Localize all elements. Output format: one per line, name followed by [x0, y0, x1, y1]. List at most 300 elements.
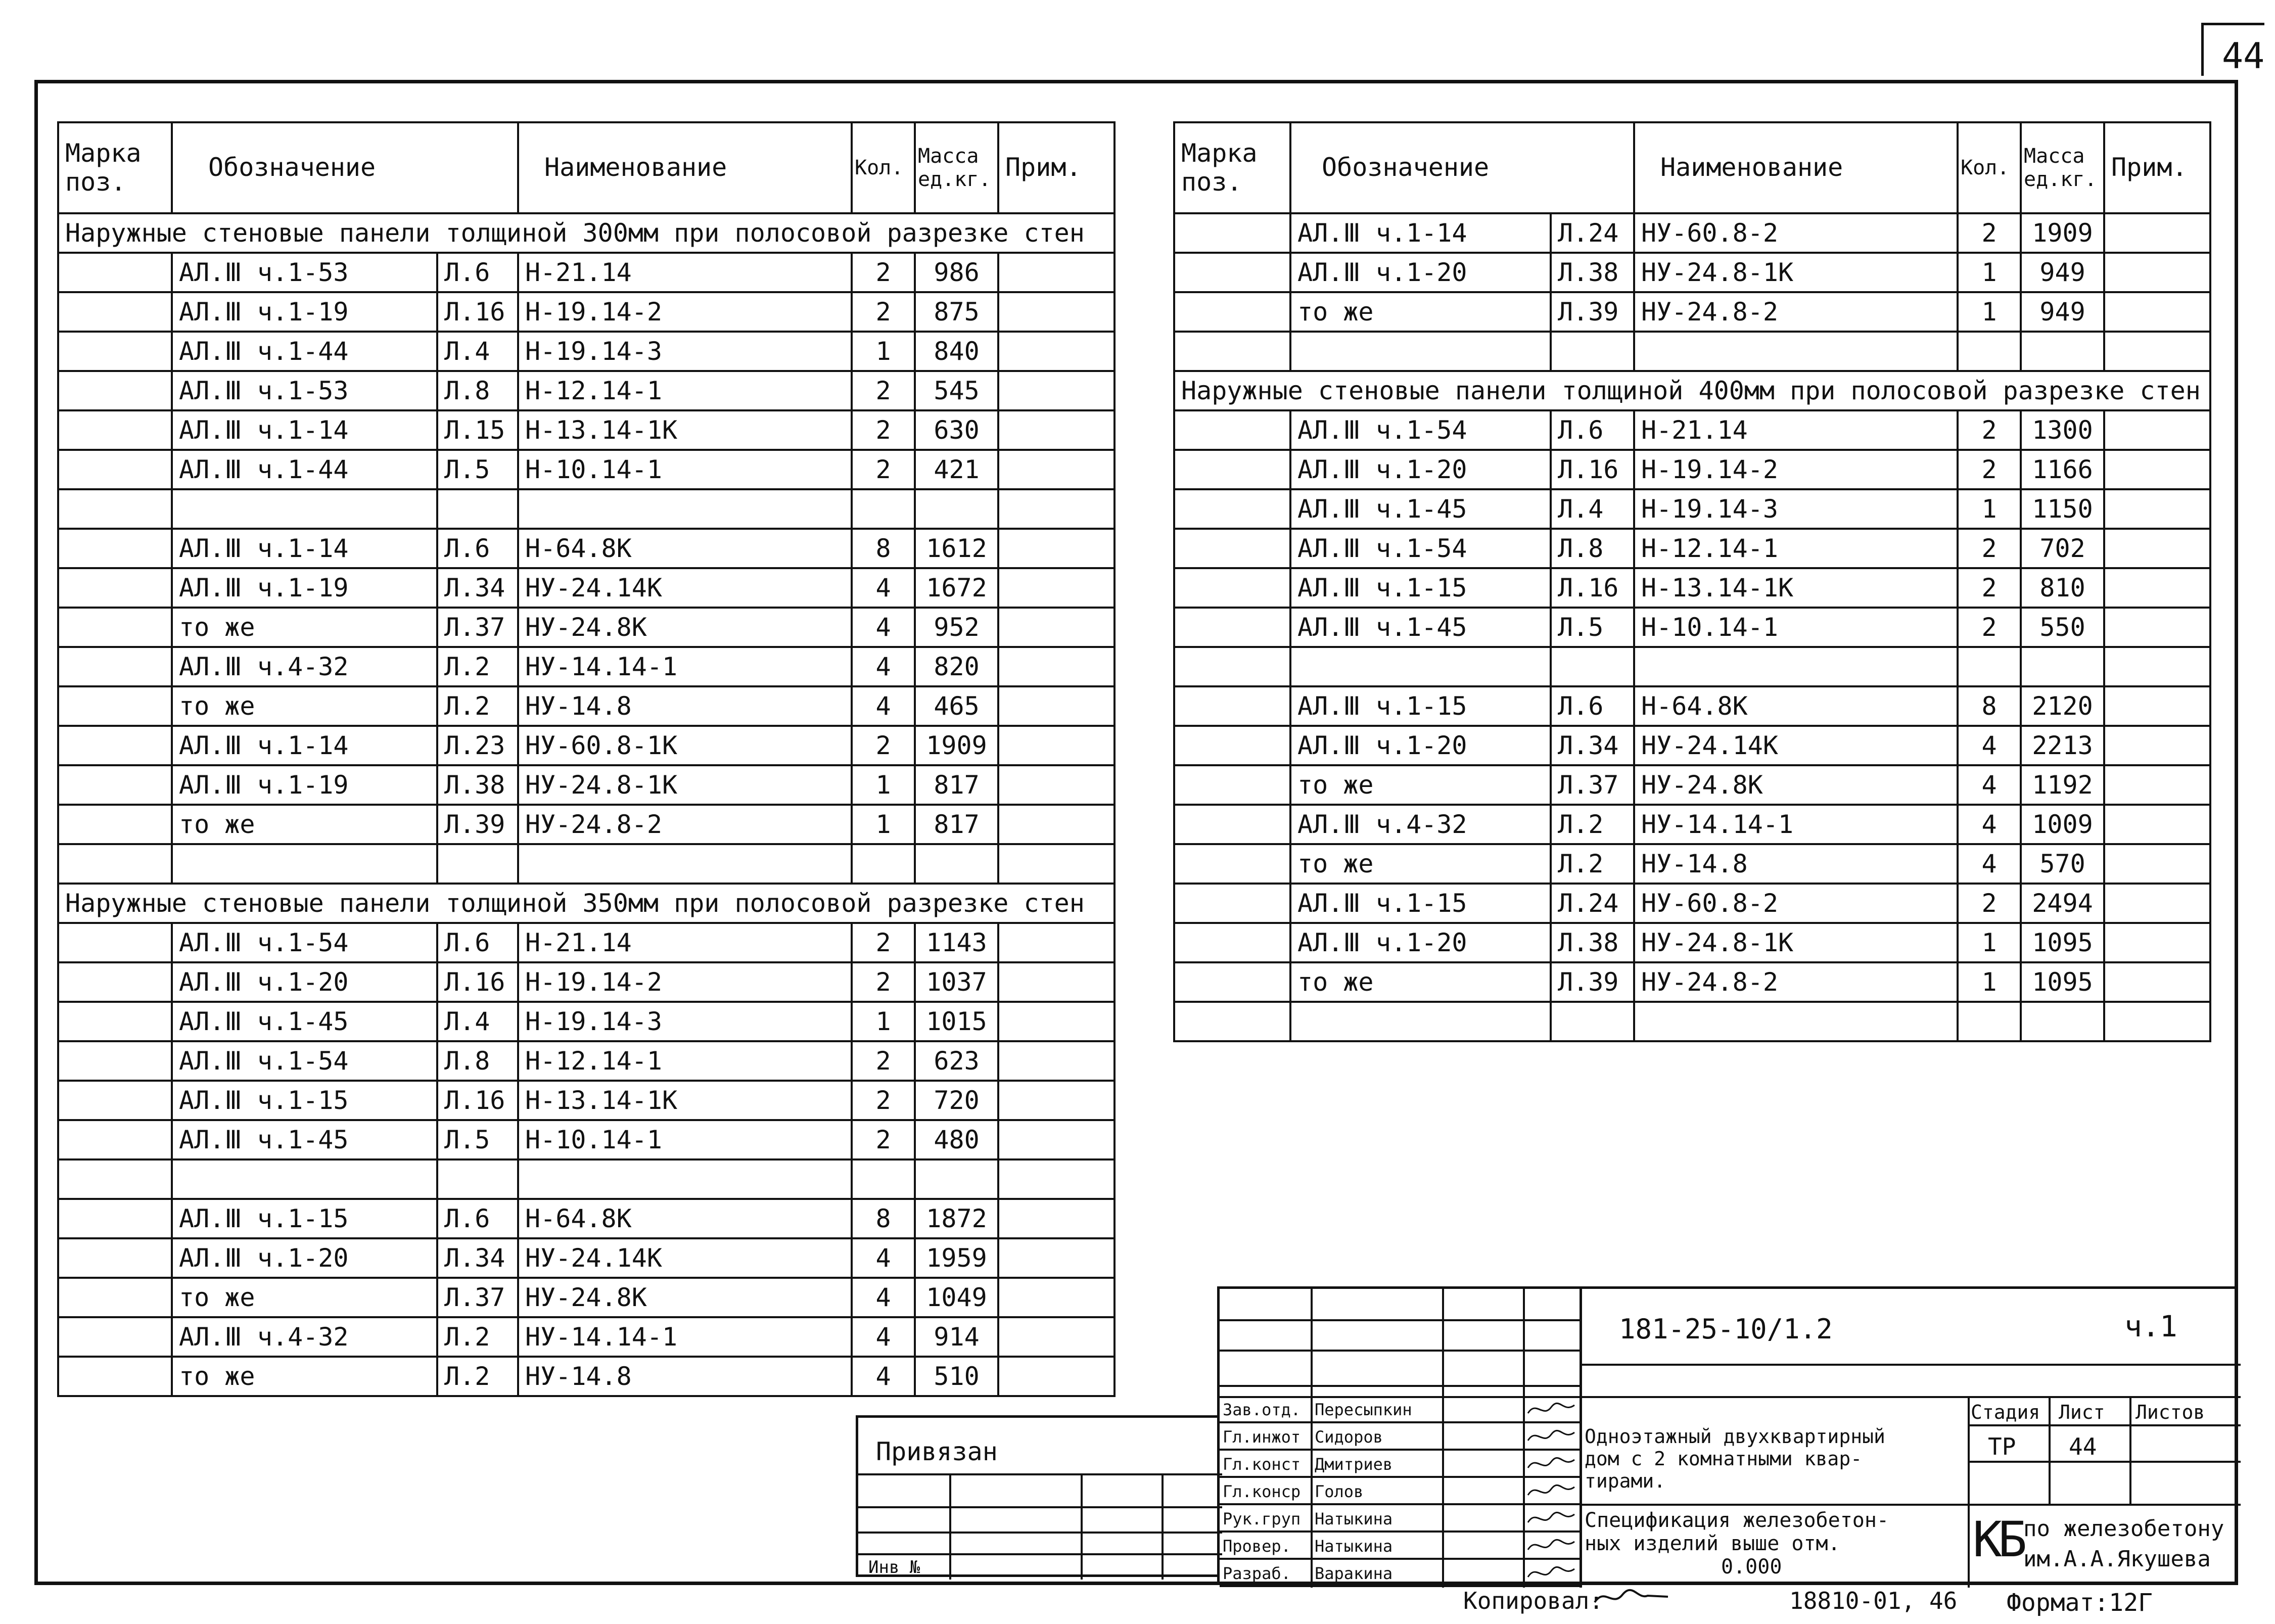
- oboznachenie-cell: АЛ.Ⅲ ч.1-45: [172, 1120, 437, 1159]
- naimenovanie-cell: Н-10.14-1: [518, 1120, 852, 1159]
- kol-cell: 2: [852, 923, 915, 962]
- marka-cell: [1174, 923, 1290, 962]
- org-logo: КБ: [1973, 1511, 2023, 1568]
- marka-cell: [1174, 805, 1290, 844]
- table-row: [58, 568, 1115, 608]
- oboznachenie-cell: [172, 489, 437, 529]
- naimenovanie-cell: НУ-60.8-1К: [518, 726, 852, 765]
- prim-cell: [998, 1199, 1115, 1238]
- table-row: [58, 1317, 1115, 1357]
- marka-cell: [1174, 213, 1290, 253]
- prim-cell: [998, 1159, 1115, 1199]
- massa-cell: 1192: [2021, 765, 2104, 805]
- massa-cell: 949: [2021, 292, 2104, 332]
- kol-cell: [1958, 647, 2021, 686]
- stamp-person: Натыкина: [1315, 1509, 1393, 1528]
- oboznachenie-cell: то же: [172, 1357, 437, 1396]
- signature-icon: [1526, 1562, 1576, 1584]
- massa-cell: 2213: [2021, 726, 2104, 765]
- oboznachenie-cell: АЛ.Ⅲ ч.1-53: [172, 371, 437, 410]
- list-cell: Л.8: [437, 1041, 518, 1081]
- table-row: [58, 608, 1115, 647]
- prim-cell: [998, 489, 1115, 529]
- massa-cell: 875: [915, 292, 998, 332]
- naimenovanie-cell: Н-12.14-1: [1634, 529, 1958, 568]
- prim-cell: [2104, 253, 2210, 292]
- list-cell: Л.34: [437, 1238, 518, 1278]
- prim-cell: [2104, 962, 2210, 1002]
- naimenovanie-cell: НУ-60.8-2: [1634, 884, 1958, 923]
- naimenovanie-cell: [1634, 332, 1958, 371]
- massa-cell: 702: [2021, 529, 2104, 568]
- list-cell: Л.2: [1551, 805, 1634, 844]
- prim-cell: [2104, 608, 2210, 647]
- kol-cell: 2: [852, 1041, 915, 1081]
- sheet-title-line-2: ных изделий выше отм.: [1585, 1532, 1840, 1555]
- project-title-line-2: дом с 2 комнатными квар-: [1585, 1448, 1863, 1470]
- naimenovanie-cell: Н-21.14: [1634, 410, 1958, 450]
- marka-cell: [1174, 962, 1290, 1002]
- table-row: [58, 332, 1115, 371]
- massa-cell: 1015: [915, 1002, 998, 1041]
- prim-cell: [2104, 213, 2210, 253]
- kol-cell: 4: [852, 608, 915, 647]
- marka-cell: [1174, 1002, 1290, 1041]
- naimenovanie-cell: Н-13.14-1К: [518, 410, 852, 450]
- sheet-title: [1585, 1509, 1889, 1579]
- massa-cell: 1095: [2021, 923, 2104, 962]
- oboznachenie-cell: АЛ.Ⅲ ч.1-20: [1290, 450, 1551, 489]
- list-cell: Л.39: [1551, 962, 1634, 1002]
- stamp-person: Дмитриев: [1315, 1455, 1393, 1474]
- list-cell: Л.24: [1551, 884, 1634, 923]
- list-cell: Л.2: [437, 647, 518, 686]
- stamp-role: Разраб.: [1223, 1564, 1291, 1583]
- kol-cell: 1: [1958, 292, 2021, 332]
- project-title: [1585, 1425, 1885, 1492]
- marka-cell: [58, 805, 172, 844]
- kol-cell: 2: [852, 1120, 915, 1159]
- doc-code: 181-25-10/1.2: [1619, 1313, 1833, 1345]
- kol-cell: 4: [852, 1278, 915, 1317]
- naimenovanie-cell: НУ-24.14К: [518, 1238, 852, 1278]
- naimenovanie-cell: Н-19.14-2: [518, 962, 852, 1002]
- marka-cell: [58, 1199, 172, 1238]
- table-row: [58, 805, 1115, 844]
- massa-cell: 952: [915, 608, 998, 647]
- naimenovanie-cell: НУ-14.14-1: [518, 1317, 852, 1357]
- massa-cell: 1049: [915, 1278, 998, 1317]
- massa-cell: 914: [915, 1317, 998, 1357]
- oboznachenie-cell: то же: [172, 805, 437, 844]
- oboznachenie-cell: АЛ.Ⅲ ч.1-53: [172, 253, 437, 292]
- header-naimenovanie: Наименование: [1634, 122, 1958, 213]
- page-number: 44: [2222, 35, 2265, 77]
- right-header-row: [1174, 122, 2210, 213]
- marka-cell: [58, 450, 172, 489]
- prim-cell: [998, 253, 1115, 292]
- title-block: [1217, 1286, 2238, 1585]
- naimenovanie-cell: НУ-24.8К: [518, 608, 852, 647]
- marka-cell: [58, 1357, 172, 1396]
- table-row: [58, 1081, 1115, 1120]
- prim-cell: [998, 371, 1115, 410]
- org-name-line-1: по железобетону: [2023, 1516, 2224, 1542]
- marka-cell: [58, 1278, 172, 1317]
- massa-cell: 1143: [915, 923, 998, 962]
- marka-cell: [1174, 608, 1290, 647]
- kol-cell: 4: [852, 568, 915, 608]
- oboznachenie-cell: АЛ.Ⅲ ч.4-32: [172, 647, 437, 686]
- kol-cell: 2: [852, 292, 915, 332]
- oboznachenie-cell: то же: [172, 608, 437, 647]
- header-oboznachenie: Обозначение: [172, 122, 518, 213]
- sheet-title-line-1: Спецификация железобетон-: [1585, 1509, 1889, 1532]
- stamp-person: Варакина: [1315, 1564, 1393, 1583]
- naimenovanie-cell: Н-19.14-2: [1634, 450, 1958, 489]
- list-cell: Л.37: [1551, 765, 1634, 805]
- massa-cell: [915, 844, 998, 884]
- oboznachenie-cell: то же: [1290, 844, 1551, 884]
- doc-part: ч.1: [2124, 1309, 2177, 1343]
- list-cell: Л.4: [437, 1002, 518, 1041]
- prim-cell: [2104, 884, 2210, 923]
- oboznachenie-cell: АЛ.Ⅲ ч.1-15: [1290, 884, 1551, 923]
- sheet-title-line-3: 0.000: [1721, 1555, 1782, 1579]
- table-row: [58, 450, 1115, 489]
- kol-cell: [1958, 332, 2021, 371]
- table-row: [58, 726, 1115, 765]
- oboznachenie-cell: АЛ.Ⅲ ч.1-15: [172, 1081, 437, 1120]
- org-name-line-2: им.А.А.Якушева: [2023, 1546, 2211, 1572]
- left-header-row: [58, 122, 1115, 213]
- prim-cell: [998, 1041, 1115, 1081]
- left-spec-table: [57, 121, 1116, 1397]
- massa-cell: 545: [915, 371, 998, 410]
- prim-cell: [998, 1002, 1115, 1041]
- massa-cell: 2494: [2021, 884, 2104, 923]
- oboznachenie-cell: то же: [1290, 292, 1551, 332]
- oboznachenie-cell: АЛ.Ⅲ ч.1-44: [172, 450, 437, 489]
- marka-cell: [1174, 884, 1290, 923]
- table-row: [58, 1357, 1115, 1396]
- massa-cell: 550: [2021, 608, 2104, 647]
- section-title-row: [58, 213, 1115, 253]
- naimenovanie-cell: НУ-60.8-2: [1634, 213, 1958, 253]
- project-title-line-3: тирами.: [1585, 1470, 1666, 1492]
- naimenovanie-cell: НУ-14.14-1: [1634, 805, 1958, 844]
- listov-label: Листов: [2135, 1401, 2205, 1423]
- naimenovanie-cell: Н-21.14: [518, 923, 852, 962]
- footer-number: 18810-01, 46: [1789, 1587, 1958, 1614]
- header-kol: Кол.: [852, 122, 915, 213]
- table-row: [58, 292, 1115, 332]
- massa-cell: 480: [915, 1120, 998, 1159]
- list-cell: Л.16: [437, 292, 518, 332]
- massa-cell: 1612: [915, 529, 998, 568]
- stamp-role: Гл.конср: [1223, 1482, 1301, 1501]
- stamp-person: Натыкина: [1315, 1537, 1393, 1556]
- kol-cell: 4: [1958, 726, 2021, 765]
- table-row: [1174, 647, 2210, 686]
- prim-cell: [2104, 410, 2210, 450]
- header-massa: Масса ед.кг.: [915, 122, 998, 213]
- list-cell: Л.2: [437, 1317, 518, 1357]
- table-row: [1174, 1002, 2210, 1041]
- kol-cell: 4: [852, 1238, 915, 1278]
- naimenovanie-cell: НУ-24.8-1К: [1634, 923, 1958, 962]
- kol-cell: 2: [1958, 568, 2021, 608]
- marka-cell: [58, 1317, 172, 1357]
- massa-cell: 1037: [915, 962, 998, 1002]
- naimenovanie-cell: Н-19.14-3: [518, 1002, 852, 1041]
- list-cell: Л.34: [437, 568, 518, 608]
- kol-cell: 1: [1958, 962, 2021, 1002]
- oboznachenie-cell: АЛ.Ⅲ ч.1-20: [1290, 726, 1551, 765]
- marka-cell: [58, 292, 172, 332]
- list-cell: Л.16: [437, 962, 518, 1002]
- kol-cell: [1958, 1002, 2021, 1041]
- massa-cell: 1009: [2021, 805, 2104, 844]
- oboznachenie-cell: АЛ.Ⅲ ч.1-20: [172, 1238, 437, 1278]
- stamp-role: Провер.: [1223, 1537, 1291, 1556]
- marka-cell: [1174, 765, 1290, 805]
- list-cell: Л.6: [1551, 410, 1634, 450]
- massa-cell: 2120: [2021, 686, 2104, 726]
- prim-cell: [2104, 765, 2210, 805]
- list-cell: Л.5: [1551, 608, 1634, 647]
- table-row: [58, 1120, 1115, 1159]
- prim-cell: [998, 292, 1115, 332]
- naimenovanie-cell: НУ-24.8-2: [518, 805, 852, 844]
- prim-cell: [2104, 332, 2210, 371]
- list-cell: Л.5: [437, 1120, 518, 1159]
- oboznachenie-cell: АЛ.Ⅲ ч.1-44: [172, 332, 437, 371]
- kol-cell: 4: [1958, 765, 2021, 805]
- oboznachenie-cell: АЛ.Ⅲ ч.4-32: [1290, 805, 1551, 844]
- list-cell: Л.39: [1551, 292, 1634, 332]
- list-cell: Л.6: [437, 923, 518, 962]
- list-value: 44: [2069, 1433, 2097, 1460]
- list-cell: Л.24: [1551, 213, 1634, 253]
- prim-cell: [998, 1278, 1115, 1317]
- naimenovanie-cell: НУ-24.8К: [1634, 765, 1958, 805]
- list-cell: [437, 1159, 518, 1199]
- oboznachenie-cell: [172, 1159, 437, 1199]
- kol-cell: 1: [852, 805, 915, 844]
- table-row: [58, 1278, 1115, 1317]
- kol-cell: 1: [852, 765, 915, 805]
- kol-cell: 2: [1958, 529, 2021, 568]
- marka-cell: [1174, 568, 1290, 608]
- stamp-role: Гл.инжот: [1223, 1427, 1301, 1447]
- list-cell: Л.38: [1551, 923, 1634, 962]
- stadiya-value: ТР: [1988, 1433, 2016, 1460]
- massa-cell: 623: [915, 1041, 998, 1081]
- kopiroval-label: Копировал:: [1463, 1587, 1603, 1614]
- table-row: [1174, 844, 2210, 884]
- naimenovanie-cell: [1634, 647, 1958, 686]
- prim-cell: [998, 726, 1115, 765]
- prim-cell: [998, 686, 1115, 726]
- marka-cell: [1174, 647, 1290, 686]
- marka-cell: [58, 647, 172, 686]
- prim-cell: [2104, 292, 2210, 332]
- list-cell: Л.38: [437, 765, 518, 805]
- oboznachenie-cell: АЛ.Ⅲ ч.1-14: [172, 529, 437, 568]
- marka-cell: [58, 1002, 172, 1041]
- list-cell: [1551, 1002, 1634, 1041]
- list-cell: [1551, 647, 1634, 686]
- naimenovanie-cell: [518, 489, 852, 529]
- oboznachenie-cell: [1290, 332, 1551, 371]
- table-row: [1174, 962, 2210, 1002]
- naimenovanie-cell: [518, 844, 852, 884]
- table-row: [1174, 253, 2210, 292]
- naimenovanie-cell: Н-64.8К: [518, 529, 852, 568]
- oboznachenie-cell: то же: [1290, 962, 1551, 1002]
- project-title-line-1: Одноэтажный двухквартирный: [1585, 1425, 1885, 1448]
- header-naimenovanie: Наименование: [518, 122, 852, 213]
- naimenovanie-cell: Н-12.14-1: [518, 1041, 852, 1081]
- list-cell: Л.8: [437, 371, 518, 410]
- oboznachenie-cell: АЛ.Ⅲ ч.1-19: [172, 568, 437, 608]
- prim-cell: [998, 647, 1115, 686]
- table-row: [58, 410, 1115, 450]
- marka-cell: [58, 844, 172, 884]
- marka-cell: [58, 410, 172, 450]
- massa-cell: 1672: [915, 568, 998, 608]
- marka-cell: [58, 1041, 172, 1081]
- massa-cell: 1150: [2021, 489, 2104, 529]
- marka-cell: [1174, 410, 1290, 450]
- right-spec-table: [1173, 121, 2211, 1042]
- naimenovanie-cell: [1634, 1002, 1958, 1041]
- naimenovanie-cell: Н-19.14-3: [1634, 489, 1958, 529]
- prim-cell: [998, 568, 1115, 608]
- kol-cell: 1: [1958, 489, 2021, 529]
- massa-cell: [2021, 647, 2104, 686]
- list-cell: Л.37: [437, 608, 518, 647]
- kol-cell: 1: [852, 1002, 915, 1041]
- list-cell: [1551, 332, 1634, 371]
- oboznachenie-cell: [1290, 647, 1551, 686]
- marka-cell: [1174, 686, 1290, 726]
- oboznachenie-cell: [172, 844, 437, 884]
- massa-cell: 630: [915, 410, 998, 450]
- marka-cell: [1174, 253, 1290, 292]
- kol-cell: 1: [852, 332, 915, 371]
- table-row: [58, 1002, 1115, 1041]
- table-row: [1174, 410, 2210, 450]
- oboznachenie-cell: АЛ.Ⅲ ч.1-20: [172, 962, 437, 1002]
- list-cell: Л.4: [437, 332, 518, 371]
- privyazan-label: Привязан: [876, 1437, 998, 1466]
- kol-cell: 2: [852, 410, 915, 450]
- privyazan-block: [856, 1415, 1220, 1577]
- kol-cell: 2: [852, 253, 915, 292]
- list-cell: Л.8: [1551, 529, 1634, 568]
- table-row: [1174, 805, 2210, 844]
- table-row: [1174, 332, 2210, 371]
- oboznachenie-cell: АЛ.Ⅲ ч.1-19: [172, 292, 437, 332]
- naimenovanie-cell: НУ-24.8-1К: [1634, 253, 1958, 292]
- marka-cell: [1174, 529, 1290, 568]
- naimenovanie-cell: НУ-24.14К: [1634, 726, 1958, 765]
- signature-icon: [1526, 1453, 1576, 1475]
- marka-cell: [58, 332, 172, 371]
- list-cell: Л.6: [1551, 686, 1634, 726]
- naimenovanie-cell: Н-21.14: [518, 253, 852, 292]
- table-row: [58, 1238, 1115, 1278]
- list-cell: Л.6: [437, 529, 518, 568]
- table-row: [58, 253, 1115, 292]
- naimenovanie-cell: Н-12.14-1: [518, 371, 852, 410]
- table-row: [1174, 686, 2210, 726]
- kol-cell: 2: [852, 962, 915, 1002]
- table-row: [1174, 765, 2210, 805]
- kol-cell: 2: [852, 1081, 915, 1120]
- marka-cell: [58, 1159, 172, 1199]
- table-row: [1174, 923, 2210, 962]
- header-marka: Марка поз.: [1174, 122, 1290, 213]
- table-row: [1174, 489, 2210, 529]
- stamp-role: Зав.отд.: [1223, 1400, 1301, 1419]
- prim-cell: [998, 410, 1115, 450]
- list-cell: Л.6: [437, 253, 518, 292]
- massa-cell: 1909: [2021, 213, 2104, 253]
- kol-cell: 4: [852, 647, 915, 686]
- stamp-person: Голов: [1315, 1482, 1364, 1501]
- naimenovanie-cell: НУ-14.8: [518, 1357, 852, 1396]
- prim-cell: [998, 805, 1115, 844]
- section-title: Наружные стеновые панели толщиной 300мм при полосовой разрезке стен: [58, 213, 1115, 253]
- org-name: [2023, 1514, 2224, 1574]
- marka-cell: [58, 489, 172, 529]
- list-cell: Л.34: [1551, 726, 1634, 765]
- naimenovanie-cell: НУ-14.8: [1634, 844, 1958, 884]
- prim-cell: [2104, 529, 2210, 568]
- massa-cell: 817: [915, 765, 998, 805]
- naimenovanie-cell: Н-10.14-1: [1634, 608, 1958, 647]
- table-row: [58, 529, 1115, 568]
- oboznachenie-cell: АЛ.Ⅲ ч.1-19: [172, 765, 437, 805]
- prim-cell: [998, 962, 1115, 1002]
- signature-icon: [1526, 1398, 1576, 1420]
- naimenovanie-cell: Н-19.14-3: [518, 332, 852, 371]
- kol-cell: 4: [1958, 805, 2021, 844]
- naimenovanie-cell: Н-64.8К: [518, 1199, 852, 1238]
- prim-cell: [998, 923, 1115, 962]
- stamp-role: Гл.конст: [1223, 1455, 1301, 1474]
- oboznachenie-cell: АЛ.Ⅲ ч.1-15: [1290, 568, 1551, 608]
- kol-cell: 2: [852, 371, 915, 410]
- marka-cell: [1174, 844, 1290, 884]
- list-cell: [437, 844, 518, 884]
- prim-cell: [2104, 726, 2210, 765]
- table-row: [1174, 568, 2210, 608]
- naimenovanie-cell: Н-13.14-1К: [1634, 568, 1958, 608]
- naimenovanie-cell: Н-64.8К: [1634, 686, 1958, 726]
- massa-cell: 820: [915, 647, 998, 686]
- massa-cell: [915, 489, 998, 529]
- kol-cell: 2: [1958, 213, 2021, 253]
- stamp-role-row: [1220, 1396, 1580, 1423]
- oboznachenie-cell: АЛ.Ⅲ ч.1-20: [1290, 923, 1551, 962]
- massa-cell: 570: [2021, 844, 2104, 884]
- header-marka: Марка поз.: [58, 122, 172, 213]
- massa-cell: 1909: [915, 726, 998, 765]
